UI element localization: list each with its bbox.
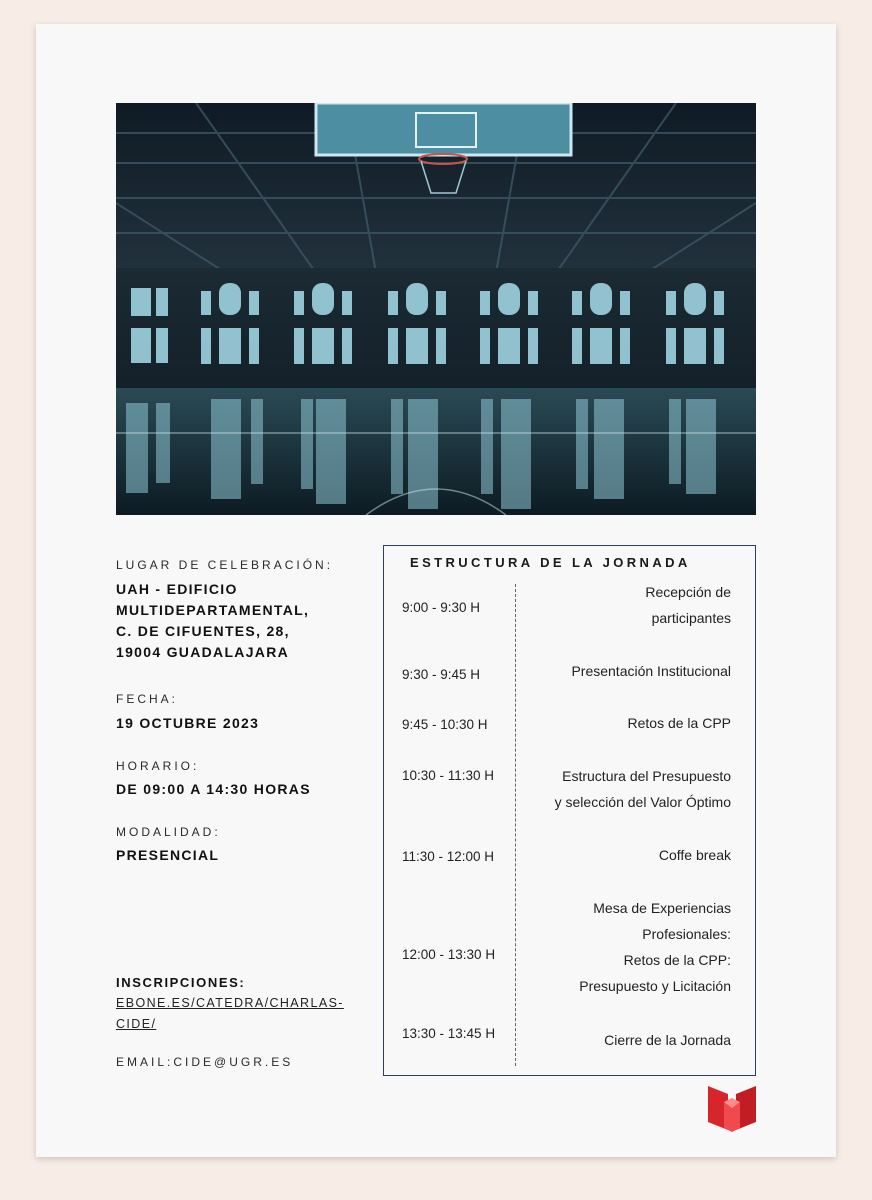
activity-line: Cierre de la Jornada: [604, 1032, 731, 1048]
schedule-time: 10:30 - 11:30 H: [402, 768, 495, 783]
schedule-activity: [511, 763, 731, 815]
schedule-activity: [511, 1027, 731, 1053]
activity-line: Presentación Institucional: [571, 663, 731, 679]
registration-label: INSCRIPCIONES:: [116, 975, 246, 990]
registration-link[interactable]: [116, 993, 344, 1035]
schedule-time: 9:30 - 9:45 H: [402, 667, 481, 682]
mode-value: PRESENCIAL: [116, 847, 220, 863]
venue-line: C. DE CIFUENTES, 28,: [116, 623, 290, 639]
activity-line: y selección del Valor Óptimo: [554, 794, 731, 810]
activity-line: Profesionales:: [642, 926, 731, 942]
schedule-activity: [511, 579, 731, 631]
schedule-time: 11:30 - 12:00 H: [402, 849, 495, 864]
schedule-activity: [511, 710, 731, 736]
schedule-time: 12:00 - 13:30 H: [402, 947, 496, 962]
venue-line: MULTIDEPARTAMENTAL,: [116, 602, 310, 618]
hours-value: DE 09:00 A 14:30 HORAS: [116, 781, 311, 797]
schedule-time: 9:45 - 10:30 H: [402, 717, 488, 732]
email-contact[interactable]: EMAIL:CIDE@UGR.ES: [116, 1055, 294, 1069]
schedule-activity: [511, 842, 731, 868]
date-label: FECHA:: [116, 692, 179, 706]
mode-label: MODALIDAD:: [116, 825, 221, 839]
venue-line: 19004 GUADALAJARA: [116, 644, 290, 660]
schedule-time: 13:30 - 13:45 H: [402, 1026, 496, 1041]
venue-label: LUGAR DE CELEBRACIÓN:: [116, 558, 334, 572]
venue-line: UAH - EDIFICIO: [116, 581, 238, 597]
schedule-box: [383, 545, 756, 1076]
activity-line: Mesa de Experiencias: [593, 900, 731, 916]
activity-line: Retos de la CPP: [627, 715, 731, 731]
schedule-title: ESTRUCTURA DE LA JORNADA: [410, 555, 691, 570]
activity-line: participantes: [651, 610, 731, 626]
registration-link-line[interactable]: EBONE.ES/CATEDRA/CHARLAS-: [116, 996, 344, 1010]
activity-line: Estructura del Presupuesto: [562, 768, 731, 784]
activity-line: Presupuesto y Licitación: [579, 978, 731, 994]
schedule-activity: [511, 658, 731, 684]
activity-line: Retos de la CPP:: [623, 952, 731, 968]
poster-page: [36, 24, 836, 1157]
activity-line: Coffe break: [658, 847, 731, 863]
hours-label: HORARIO:: [116, 759, 200, 773]
basketball-court-image: [116, 103, 756, 515]
activity-line: Recepción de: [645, 584, 731, 600]
date-value: 19 OCTUBRE 2023: [116, 715, 260, 731]
schedule-activity: [511, 895, 731, 999]
brand-logo-icon: [706, 1080, 758, 1132]
venue-address: [116, 579, 309, 663]
registration-link-line[interactable]: CIDE/: [116, 1017, 157, 1031]
gymnasium-photo: [116, 103, 756, 515]
schedule-time: 9:00 - 9:30 H: [402, 600, 481, 615]
